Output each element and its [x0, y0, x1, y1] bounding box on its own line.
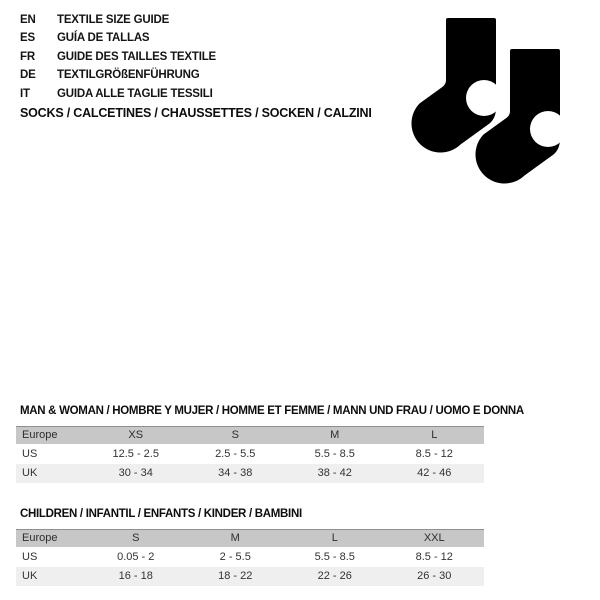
column-header-size: S	[132, 532, 140, 544]
language-row-es	[20, 29, 380, 47]
table-row-uk	[16, 464, 484, 483]
language-label: GUÍA DE TALLAS	[57, 32, 150, 45]
language-code: EN	[20, 14, 36, 26]
table-header-row	[16, 529, 484, 548]
column-header-size: S	[231, 429, 239, 441]
table-header-row	[16, 426, 484, 445]
region-cell: UK	[22, 570, 38, 582]
language-label: TEXTILGRÖßENFÜHRUNG	[57, 69, 200, 82]
size-cell: 0.05 - 2	[117, 551, 155, 563]
socks-icon	[398, 8, 568, 188]
column-header-size: L	[431, 429, 438, 441]
size-cell: 38 - 42	[317, 467, 352, 479]
table-title: CHILDREN / INFANTIL / ENFANTS / KINDER / BAMBINI	[20, 508, 302, 520]
language-row-fr	[20, 48, 380, 66]
language-row-en	[20, 11, 380, 29]
table-row-uk	[16, 567, 484, 586]
size-table-children	[16, 507, 484, 586]
table-row-us	[16, 548, 484, 567]
size-cell: 26 - 30	[417, 570, 452, 582]
size-table-adults	[16, 404, 524, 483]
column-header-size: M	[230, 532, 240, 544]
table-row-us	[16, 445, 484, 464]
language-code: DE	[20, 69, 36, 82]
size-cell: 16 - 18	[118, 570, 153, 582]
column-header-region: Europe	[22, 532, 58, 544]
size-cell: 34 - 38	[218, 467, 253, 479]
language-label: GUIDA ALLE TAGLIE TESSILI	[57, 87, 213, 100]
language-row-de	[20, 66, 380, 84]
column-header-size: L	[331, 532, 338, 544]
column-header-size: XS	[128, 429, 144, 441]
language-code: IT	[20, 87, 30, 100]
region-cell: US	[22, 448, 38, 460]
size-cell: 5.5 - 8.5	[314, 551, 355, 563]
size-cell: 18 - 22	[218, 570, 253, 582]
column-header-region: Europe	[22, 429, 58, 441]
size-cell: 8.5 - 12	[415, 551, 453, 563]
size-cell: 22 - 26	[317, 570, 352, 582]
size-cell: 5.5 - 8.5	[314, 448, 355, 460]
language-guide-list	[20, 11, 380, 103]
size-cell: 2 - 5.5	[219, 551, 251, 563]
table-title: MAN & WOMAN / HOMBRE Y MUJER / HOMME ET FEMME / MANN UND FRAU / UOMO E DONNA	[20, 405, 524, 417]
language-label: TEXTILE SIZE GUIDE	[57, 14, 170, 26]
column-header-size: XXL	[423, 532, 445, 544]
size-cell: 42 - 46	[417, 467, 452, 479]
language-row-it	[20, 85, 380, 103]
column-header-size: M	[330, 429, 340, 441]
language-label: GUIDE DES TAILLES TEXTILE	[57, 50, 216, 63]
language-code: ES	[20, 32, 35, 45]
category-heading: SOCKS / CALCETINES / CHAUSSETTES / SOCKEN / CALZINI	[20, 106, 372, 120]
size-cell: 30 - 34	[118, 467, 153, 479]
language-code: FR	[20, 50, 35, 63]
region-cell: US	[22, 551, 38, 563]
size-cell: 8.5 - 12	[415, 448, 453, 460]
size-cell: 2.5 - 5.5	[215, 448, 256, 460]
region-cell: UK	[22, 467, 38, 479]
size-cell: 12.5 - 2.5	[112, 448, 159, 460]
